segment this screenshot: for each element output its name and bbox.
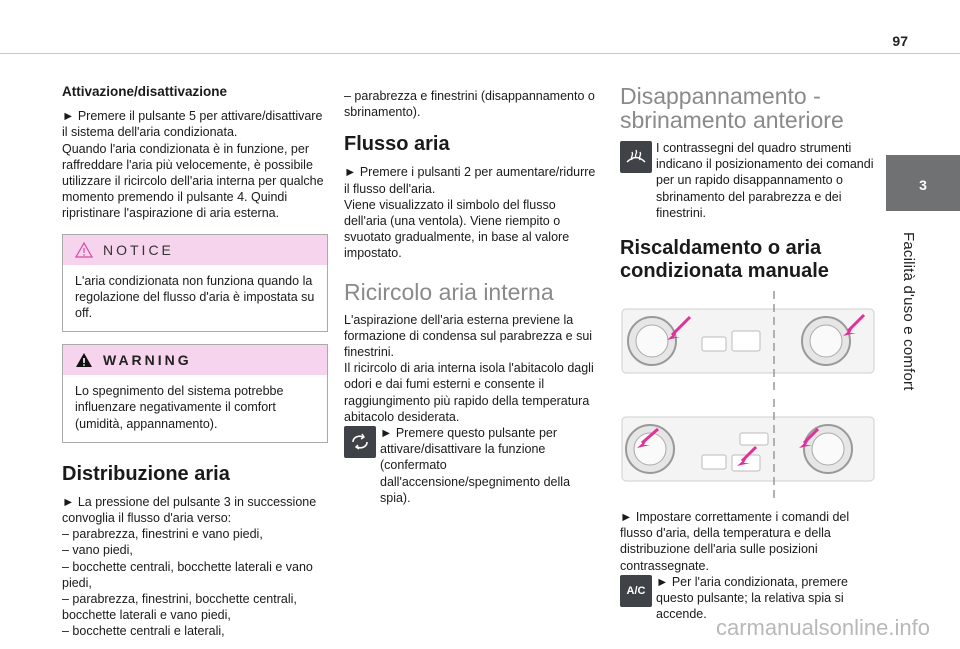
distribution-line: – parabrezza, finestrini e vano piedi, bbox=[62, 527, 263, 542]
distribution-heading: Distribuzione aria bbox=[62, 462, 230, 485]
page-number: 97 bbox=[892, 33, 908, 49]
recirculation-heading: Ricircolo aria interna bbox=[344, 278, 554, 305]
recirculation-button-text: ► Premere questo pulsante per attivare/disattivare la funzione (confermato dall'accensione/spegnimento della spia). bbox=[380, 426, 571, 505]
activation-para-1: ► Premere il pulsante 5 per attivare/disattivare il sistema dell'aria condizionata. bbox=[62, 109, 323, 140]
distribution-continued: – parabrezza e finestrini (disappannamento o sbrinamento). bbox=[344, 89, 595, 120]
ac-icon: A/C bbox=[620, 575, 652, 607]
column-3 bbox=[620, 84, 876, 622]
defrost-text: I contrassegni del quadro strumenti indicano il posizionamento dei comandi per un rapido disappannamento o sbrinamento del parabrezza e dei finestrini. bbox=[656, 141, 874, 220]
column-2 bbox=[344, 88, 600, 506]
header-rule bbox=[0, 53, 960, 54]
warning-box bbox=[62, 344, 328, 443]
airflow-heading: Flusso aria bbox=[344, 133, 450, 156]
column-1 bbox=[62, 84, 328, 640]
watermark: carmanualsonline.info bbox=[715, 615, 930, 640]
distribution-line: – bocchette centrali e laterali, bbox=[62, 624, 225, 639]
notice-header bbox=[63, 235, 327, 265]
climate-panel-illustration-1 bbox=[620, 291, 876, 391]
warning-triangle-icon bbox=[75, 352, 93, 368]
recirculation-icon bbox=[344, 426, 376, 458]
airflow-text-1: ► Premere i pulsanti 2 per aumentare/ridurre il flusso dell'aria. bbox=[344, 165, 596, 196]
recirculation-button-row bbox=[344, 425, 600, 506]
notice-box bbox=[62, 234, 328, 333]
distribution-line: – bocchette centrali, bocchette laterali e vano piedi, bbox=[62, 559, 313, 590]
distribution-line: – parabrezza, finestrini, bocchette centrali, bocchette laterali e vano piedi, bbox=[62, 592, 297, 623]
recirculation-text-2: Il ricircolo di aria interna isola l'abitacolo dagli odori e dai fumi esterni e consente il raggiungimento più rapido della temperatura abitacolo desiderata. bbox=[344, 361, 594, 424]
chapter-tab-number: 3 bbox=[919, 177, 927, 193]
recirculation-text-1: L'aspirazione dell'aria esterna previene la formazione di condensa sul parabrezza e sui finestrini. bbox=[344, 312, 593, 360]
ac-text: ► Per l'aria condizionata, premere questo pulsante; la relativa spia si accende. bbox=[656, 574, 848, 622]
manual-ac-heading: Riscaldamento o aria condizionata manuale bbox=[620, 237, 829, 283]
warning-text: Lo spegnimento del sistema potrebbe influenzare negativamente il comfort (umidità, appannamento). bbox=[75, 384, 284, 431]
chapter-title: Facilità d'uso e comfort bbox=[900, 232, 917, 391]
airflow-text-2: Viene visualizzato il simbolo del flusso dell'aria (una ventola). Viene riempito o svuotato gradualmente, in base al valore impostato. bbox=[344, 197, 570, 261]
climate-panel-illustration-2 bbox=[620, 399, 876, 503]
warning-header bbox=[63, 345, 327, 375]
defrost-row bbox=[620, 140, 876, 221]
caution-triangle-icon bbox=[75, 242, 93, 258]
distribution-line: – vano piedi, bbox=[62, 543, 133, 558]
notice-title: NOTICE bbox=[103, 241, 174, 258]
distribution-line: ► La pressione del pulsante 3 in successione convoglia il flusso d'aria verso: bbox=[62, 494, 317, 526]
windscreen-defrost-icon bbox=[620, 141, 652, 173]
chapter-tab[interactable] bbox=[886, 155, 960, 211]
notice-text: L'aria condizionata non funziona quando la regolazione del flusso d'aria è impostata su off. bbox=[75, 273, 315, 321]
manual-ac-text: ► Impostare correttamente i comandi del flusso d'aria, della temperatura e della distribuzione dell'aria sulle posizioni contrassegnate. bbox=[620, 510, 850, 573]
warning-title: WARNING bbox=[103, 352, 192, 369]
activation-para-2: Quando l'aria condizionata è in funzione, per raffreddare l'aria più velocemente, è possibile utilizzare il ricircolo dell'aria interna per qualche momento premendo il pulsante 4. Quindi ripristinare l'aspirazione di aria esterna. bbox=[62, 141, 324, 221]
activation-heading: Attivazione/disattivazione bbox=[62, 84, 228, 99]
defrost-heading: Disappannamento - sbrinamento anteriore bbox=[620, 83, 844, 133]
